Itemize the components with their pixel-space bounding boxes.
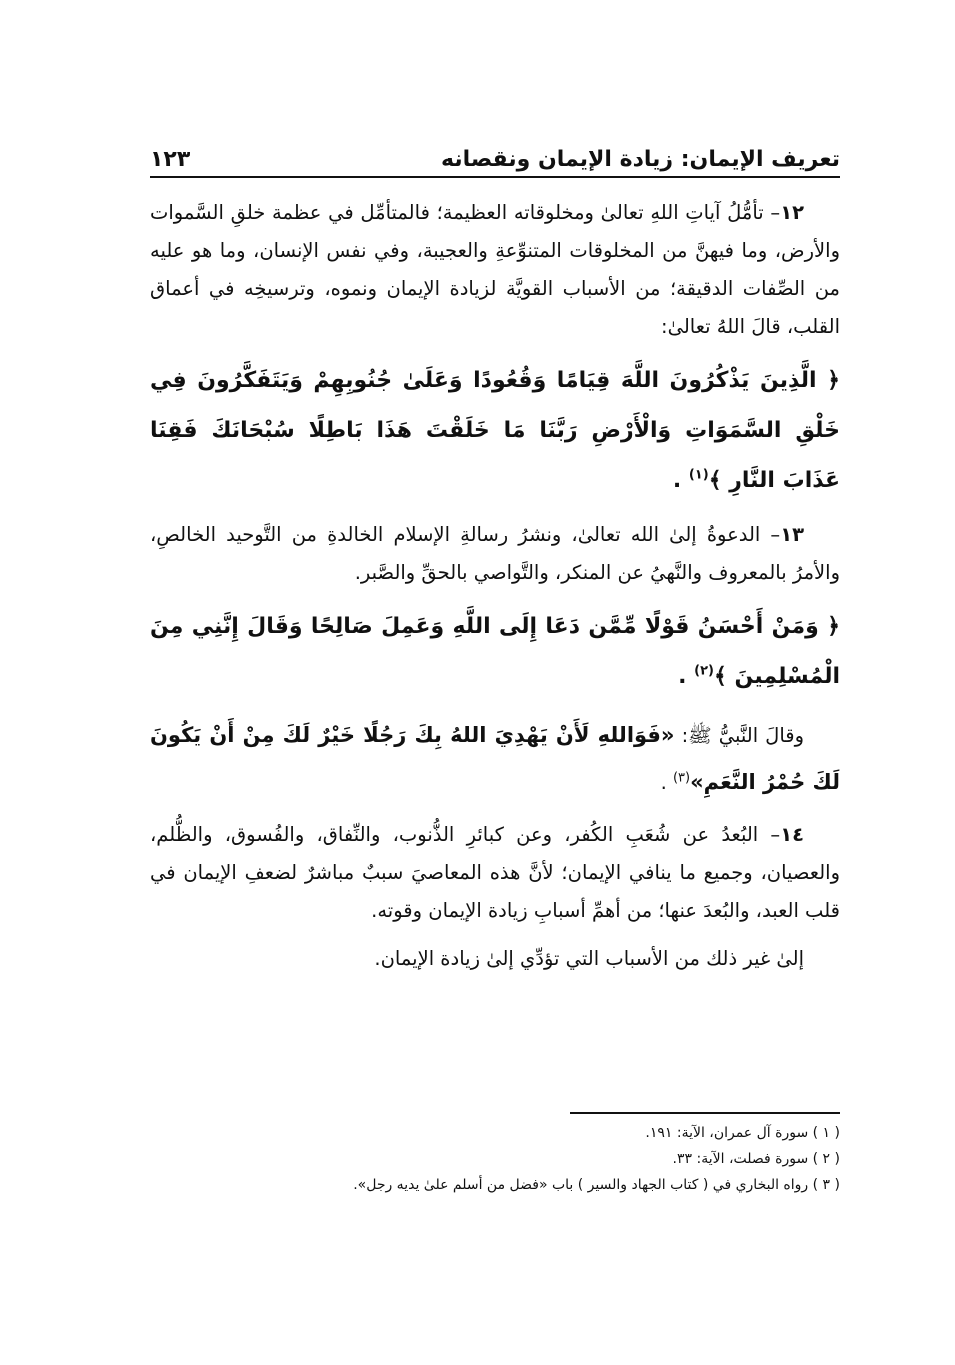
item-number: ١٣ bbox=[780, 523, 804, 546]
header-title: تعريف الإيمان: زيادة الإيمان ونقصانه bbox=[441, 147, 840, 172]
paragraph-12 bbox=[150, 194, 840, 346]
item-number: ١٢ bbox=[780, 201, 804, 224]
paragraph-text: – تأمُّلُ آياتِ اللهِ تعالىٰ ومخلوقاته العظيمة؛ فالمتأمِّل في عظمة خلقِ السَّموات والأرض، وما فيهنَّ من المخلوقات المتنوِّعةِ والعجيبة، وفي نفس الإنسان، وما هو عليه من الصِّفات الدقيقة؛ من الأسباب القويَّة لزيادة الإيمان ونموه، وترسيخِه في أعماق القلب، قالَ اللهُ تعالىٰ: bbox=[150, 201, 840, 338]
paragraph-14 bbox=[150, 816, 840, 930]
paragraph-13 bbox=[150, 516, 840, 592]
hadith-text: «فَوَاللهِ لَأَنْ يَهْدِيَ اللهُ بِكَ رَجُلًا خَيْرٌ لَكَ مِنْ أَنْ يَكُونَ لَكَ حُمْرُ النَّعَمِ» bbox=[150, 723, 840, 794]
page-body bbox=[150, 194, 840, 978]
hadith-paragraph: وقالَ النَّبيُّ ﷺ: «فَوَاللهِ لَأَنْ يَهْدِيَ اللهُ بِكَ رَجُلًا خَيْرٌ لَكَ مِنْ أَنْ يَكُونَ لَكَ حُمْرُ النَّعَمِ»$^{(٣)}$ . bbox=[150, 723, 840, 794]
quran-text: ﴿ الَّذِينَ يَذْكُرُونَ اللَّهَ قِيَامًا وَقُعُودًا وَعَلَىٰ جُنُوبِهِمْ وَيَتَفَكَّرُونَ فِي خَلْقِ السَّمَوَاتِ وَالْأَرْضِ رَبَّنَا مَا خَلَقْتَ هَذَا بَاطِلًا سُبْحَانَكَ فَقِنَا عَذَابَ النَّارِ ﴾ bbox=[150, 368, 840, 493]
running-header bbox=[150, 130, 840, 178]
footnote-ref-1: (١) bbox=[688, 467, 709, 483]
document-page bbox=[150, 130, 840, 1240]
footnote-3: ( ٣ ) رواه البخاري في ( كتاب الجهاد والسير ) باب «فضل من أسلم علىٰ يديه رجل». bbox=[353, 1176, 840, 1193]
paragraph-text: – البُعدُ عن شُعَبِ الكُفر، وعن كبائرِ الذُّنوب، والنِّفاق، والفُسوق، والظُّلم، والعصيان، وجميع ما ينافي الإيمان؛ لأنَّ هذه المعاصيَ سببٌ مباشرٌ لضعفِ الإيمان في قلب العبد، والبُعدَ عنها؛ من أهمِّ أسبابِ زيادة الإيمان وقوته. bbox=[150, 823, 840, 922]
paragraph-text: إلىٰ غير ذلك من الأسباب التي تؤدِّي إلىٰ زيادة الإيمان. bbox=[374, 947, 804, 970]
page-number: ١٢٣ bbox=[150, 147, 191, 172]
hadith-intro: وقالَ النَّبيُّ ﷺ: bbox=[681, 724, 804, 747]
quran-text: ﴿ وَمَنْ أَحْسَنُ قَوْلًا مِّمَّن دَعَا إِلَى اللَّهِ وَعَمِلَ صَالِحًا وَقَالَ إِنَّنِي مِنَ الْمُسْلِمِينَ ﴾ bbox=[150, 614, 840, 689]
footnote-ref-3: (٣) bbox=[672, 770, 691, 786]
footnote-2: ( ٢ ) سورة فصلت، الآية: ٣٣. bbox=[672, 1150, 840, 1167]
footnotes bbox=[150, 1112, 840, 1198]
footnote-divider bbox=[570, 1112, 840, 1114]
quran-verse-2: ﴿ وَمَنْ أَحْسَنُ قَوْلًا مِّمَّن دَعَا إِلَى اللَّهِ وَعَمِلَ صَالِحًا وَقَالَ إِنَّنِي مِنَ الْمُسْلِمِينَ ﴾$^{(٢)}$ . bbox=[150, 614, 840, 689]
footnote-ref-2: (٢) bbox=[694, 663, 714, 679]
paragraph-text: – الدعوةُ إلىٰ الله تعالىٰ، ونشرُ رسالةِ الإسلام الخالدةِ من التَّوحيد الخالصِ، والأمرُ بالمعروف والنَّهيُ عن المنكر، والتَّواصي بالحقِّ والصَّبر. bbox=[150, 523, 840, 584]
quran-verse-1: ﴿ الَّذِينَ يَذْكُرُونَ اللَّهَ قِيَامًا وَقُعُودًا وَعَلَىٰ جُنُوبِهِمْ وَيَتَفَكَّرُونَ فِي خَلْقِ السَّمَوَاتِ وَالْأَرْضِ رَبَّنَا مَا خَلَقْتَ هَذَا بَاطِلًا سُبْحَانَكَ فَقِنَا عَذَابَ النَّارِ ﴾$^{(١)}$ . bbox=[150, 368, 840, 493]
closing-paragraph bbox=[150, 940, 840, 978]
footnote-1: ( ١ ) سورة آل عمران، الآية: ١٩١. bbox=[645, 1124, 840, 1141]
item-number: ١٤ bbox=[780, 823, 804, 846]
